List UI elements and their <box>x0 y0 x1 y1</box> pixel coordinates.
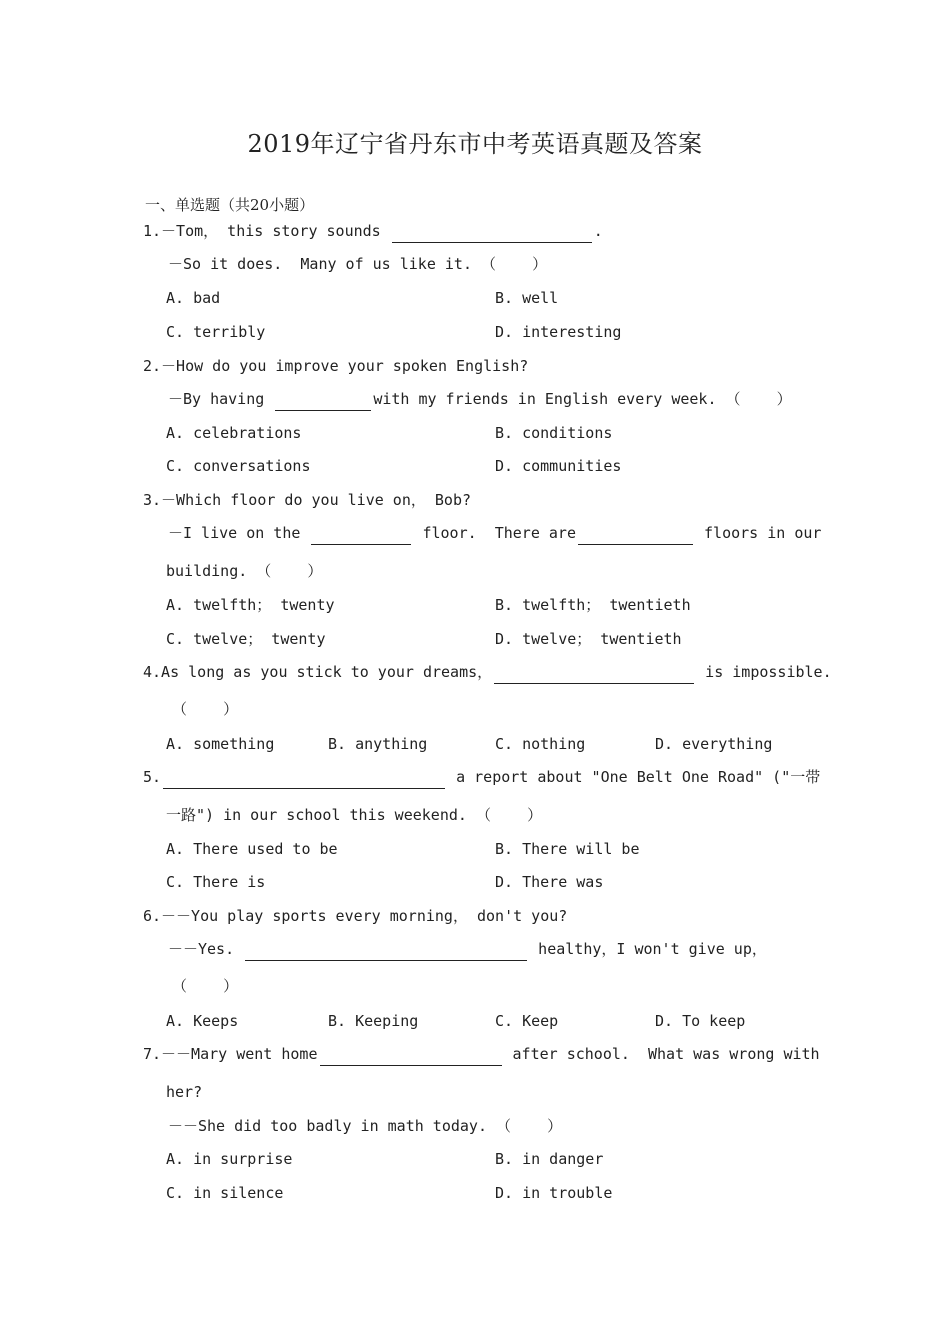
question-1-text: 1.－Tom， this story sounds <box>143 222 390 240</box>
option-3b: B. twelfth； twentieth <box>495 596 691 614</box>
option-6d: D. To keep <box>655 1012 746 1030</box>
option-3c: C. twelve； twenty <box>166 630 326 648</box>
option-6c: C. Keep <box>495 1012 559 1030</box>
answer-blank <box>578 526 693 545</box>
option-3a: A. twelfth； twenty <box>166 596 335 614</box>
question-5-text: 5. <box>143 768 162 786</box>
question-7-line-1 <box>143 1042 820 1066</box>
question-3-text: －I live on the <box>168 524 310 542</box>
question-2-line-1: 2.－How do you improve your spoken English? <box>143 357 529 375</box>
question-3-text-end: floors in our <box>695 524 822 542</box>
answer-blank <box>311 526 411 545</box>
option-5d: D. There was <box>495 873 604 891</box>
question-7-line-2: her? <box>166 1083 203 1101</box>
question-3-line-1: 3.－Which floor do you live on， Bob? <box>143 491 472 509</box>
answer-blank <box>245 942 527 961</box>
option-1c: C. terribly <box>166 323 266 341</box>
question-6-line-2 <box>168 937 767 961</box>
option-5c: C. There is <box>166 873 266 891</box>
question-2-line-2 <box>168 387 792 411</box>
option-2d: D. communities <box>495 457 622 475</box>
option-2a: A. celebrations <box>166 424 302 442</box>
question-4-text-end: is impossible. <box>696 663 832 681</box>
answer-blank <box>163 770 445 789</box>
answer-blank <box>494 665 694 684</box>
option-7d: D. in trouble <box>495 1184 613 1202</box>
question-4-line-1 <box>143 660 832 684</box>
question-7-text: 7.－－Mary went home <box>143 1045 318 1063</box>
option-1a: A. bad <box>166 289 221 307</box>
option-4b: B. anything <box>328 735 428 753</box>
question-2-text: －By having <box>168 390 274 408</box>
question-7-line-3: －－She did too badly in math today. （ ） <box>168 1117 563 1135</box>
option-3d: D. twelve； twentieth <box>495 630 682 648</box>
option-4d: D. everything <box>655 735 773 753</box>
option-2c: C. conversations <box>166 457 311 475</box>
question-5-text-end: a report about "One Belt One Road" ("一带 <box>447 768 821 786</box>
option-7b: B. in danger <box>495 1150 604 1168</box>
option-4c: C. nothing <box>495 735 586 753</box>
question-1-line-2: －So it does. Many of us like it. （ ） <box>168 255 548 273</box>
question-2-text-end: with my friends in English every week. （ ） <box>373 390 792 408</box>
option-5b: B. There will be <box>495 840 640 858</box>
question-3-text-mid: floor. There are <box>413 524 576 542</box>
question-1-text-end: . <box>593 222 603 240</box>
question-3-line-3: building. （ ） <box>166 562 323 580</box>
question-7-text-end: after school. What was wrong with <box>503 1045 820 1063</box>
option-6a: A. Keeps <box>166 1012 239 1030</box>
option-4a: A. something <box>166 735 275 753</box>
option-6b: B. Keeping <box>328 1012 419 1030</box>
question-5-line-1 <box>143 765 820 789</box>
answer-blank <box>275 392 371 411</box>
question-1-line-1 <box>143 219 603 243</box>
option-5a: A. There used to be <box>166 840 338 858</box>
question-6-line-3: （ ） <box>172 977 239 995</box>
document-title: 2019年辽宁省丹东市中考英语真题及答案 <box>247 130 703 158</box>
question-4-text: 4.As long as you stick to your dreams， <box>143 663 493 681</box>
option-7a: A. in surprise <box>166 1150 293 1168</box>
question-6-text-end: healthy，I won't give up， <box>529 940 767 958</box>
question-6-text: －－Yes. <box>168 940 244 958</box>
question-5-line-2: 一路") in our school this weekend. （ ） <box>166 806 543 824</box>
answer-blank <box>320 1047 502 1066</box>
question-6-line-1: 6.－－You play sports every morning， don't you? <box>143 907 568 925</box>
answer-blank <box>392 224 592 243</box>
option-2b: B. conditions <box>495 424 613 442</box>
section-heading: 一、单选题（共20小题） <box>145 196 315 214</box>
option-7c: C. in silence <box>166 1184 284 1202</box>
option-1d: D. interesting <box>495 323 622 341</box>
question-4-line-2: （ ） <box>172 700 239 718</box>
option-1b: B. well <box>495 289 559 307</box>
question-3-line-2 <box>168 521 821 545</box>
